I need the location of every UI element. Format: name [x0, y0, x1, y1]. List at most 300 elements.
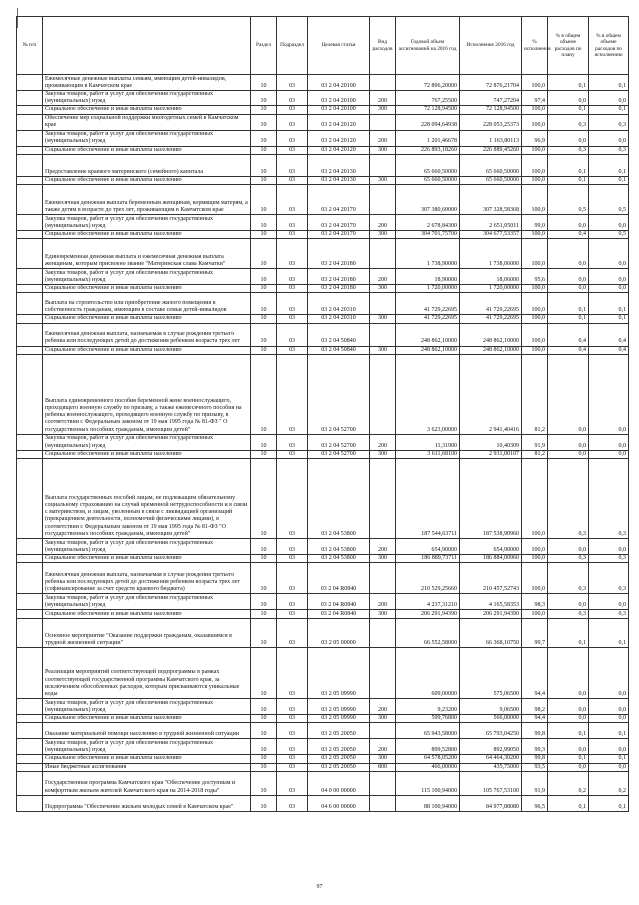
row-csr: 03 2 04 53800 — [308, 555, 370, 563]
col-header-pct: % исполнения — [522, 17, 548, 75]
row-share-fact: 0,3 — [589, 114, 629, 130]
row-vr: 300 — [370, 176, 396, 184]
table-row — [17, 269, 629, 285]
row-num — [17, 699, 43, 715]
row-plan: 3 611,68100 — [396, 450, 460, 458]
row-share-plan: 0,0 — [548, 239, 589, 269]
row-name: Предоставление краевого материнского (семейного) капитала — [43, 154, 251, 176]
col-header-razdel: Раздел — [251, 17, 277, 75]
row-razdel: 10 — [251, 619, 277, 648]
row-num — [17, 619, 43, 648]
row-fact: 747,27204 — [460, 91, 522, 106]
row-podrazdel: 03 — [277, 459, 308, 539]
row-name: Выплата на строительство или приобретение жилого помещения в собственность гражданам, имеющим в составе семьи детей-инвалидов — [43, 293, 251, 315]
row-pct: 100,0 — [522, 75, 548, 91]
row-csr: 03 2 05 00000 — [308, 619, 370, 648]
row-podrazdel: 03 — [277, 293, 308, 315]
row-vr — [370, 323, 396, 346]
row-csr: 03 2 04 R0840 — [308, 563, 370, 594]
row-plan: 206 291,94390 — [396, 610, 460, 619]
row-fact: 72 876,21704 — [460, 75, 522, 91]
row-pct: 100,0 — [522, 185, 548, 215]
row-pct: 100,0 — [522, 563, 548, 594]
table-row — [17, 594, 629, 610]
row-fact: 105 767,53100 — [460, 771, 522, 795]
row-plan: 304 701,75700 — [396, 231, 460, 239]
row-share-plan: 0,1 — [548, 176, 589, 184]
row-plan: 64 578,05200 — [396, 755, 460, 763]
row-podrazdel: 03 — [277, 315, 308, 323]
row-podrazdel: 03 — [277, 185, 308, 215]
row-csr: 03 2 04 52700 — [308, 354, 370, 434]
row-razdel: 10 — [251, 106, 277, 114]
row-vr — [370, 771, 396, 795]
row-plan: 248 862,10000 — [396, 346, 460, 354]
row-vr: 300 — [370, 555, 396, 563]
row-razdel: 10 — [251, 771, 277, 795]
row-name: Социальное обеспечение и иные выплаты населению — [43, 106, 251, 114]
row-vr — [370, 723, 396, 739]
row-share-plan: 0,0 — [548, 354, 589, 434]
row-vr — [370, 239, 396, 269]
row-fact: 72 128,94500 — [460, 106, 522, 114]
budget-execution-table — [16, 16, 629, 812]
row-name: Ежемесячные денежные выплаты семьям, имеющим детей-инвалидов, проживающим в Камчатском крае — [43, 75, 251, 91]
row-share-plan: 0,2 — [548, 771, 589, 795]
row-share-plan: 0,3 — [548, 563, 589, 594]
row-share-plan: 0,3 — [548, 555, 589, 563]
table-row — [17, 106, 629, 114]
row-pct: 100,0 — [522, 146, 548, 154]
row-csr: 03 2 04 20120 — [308, 146, 370, 154]
row-share-plan: 0,4 — [548, 346, 589, 354]
row-share-plan: 0,1 — [548, 75, 589, 91]
table-row — [17, 130, 629, 146]
table-row — [17, 315, 629, 323]
row-num — [17, 459, 43, 539]
row-share-fact: 0,3 — [589, 459, 629, 539]
row-razdel: 10 — [251, 231, 277, 239]
row-fact: 84 977,88080 — [460, 795, 522, 811]
row-razdel: 10 — [251, 185, 277, 215]
row-vr — [370, 648, 396, 699]
row-razdel: 10 — [251, 723, 277, 739]
row-fact: 1 163,80113 — [460, 130, 522, 146]
row-num — [17, 795, 43, 811]
row-share-plan: 0,4 — [548, 323, 589, 346]
row-plan: 1 201,46678 — [396, 130, 460, 146]
col-header-share-plan: % в общем объеме расходов по плану — [548, 17, 589, 75]
row-name: Ежемесячная денежная выплата беременным женщинам, кормящим матерям, а также детям в возрасте до трех лет, проживающим в Камчатском крае — [43, 185, 251, 215]
row-name: Социальное обеспечение и иные выплаты населению — [43, 610, 251, 619]
row-plan: 466,00000 — [396, 763, 460, 771]
row-razdel: 10 — [251, 594, 277, 610]
row-razdel: 10 — [251, 146, 277, 154]
row-fact: 654,90000 — [460, 539, 522, 555]
table-row — [17, 176, 629, 184]
row-share-fact: 0,4 — [589, 323, 629, 346]
table-row — [17, 346, 629, 354]
row-podrazdel: 03 — [277, 154, 308, 176]
row-podrazdel: 03 — [277, 563, 308, 594]
row-razdel: 10 — [251, 114, 277, 130]
row-razdel: 10 — [251, 176, 277, 184]
row-vr: 300 — [370, 315, 396, 323]
row-share-fact: 0,1 — [589, 75, 629, 91]
row-podrazdel: 03 — [277, 594, 308, 610]
row-name: Иные бюджетные ассигнования — [43, 763, 251, 771]
row-razdel: 10 — [251, 285, 277, 293]
row-num — [17, 293, 43, 315]
row-name: Социальное обеспечение и иные выплаты населению — [43, 146, 251, 154]
row-plan: 226 893,18260 — [396, 146, 460, 154]
row-pct: 100,0 — [522, 106, 548, 114]
row-podrazdel: 03 — [277, 323, 308, 346]
row-name: Единовременная денежная выплата и ежемесячная денежная выплата женщинам, которым присвоено звание "Материнская слава Камчатки" — [43, 239, 251, 269]
row-share-fact: 0,0 — [589, 699, 629, 715]
row-pct: 100,0 — [522, 346, 548, 354]
row-podrazdel: 03 — [277, 723, 308, 739]
row-share-plan: 0,0 — [548, 450, 589, 458]
row-share-fact: 0,0 — [589, 450, 629, 458]
row-share-plan: 0,0 — [548, 763, 589, 771]
row-podrazdel: 03 — [277, 106, 308, 114]
row-plan: 899,52800 — [396, 739, 460, 755]
table-header-row — [17, 17, 629, 75]
row-pct: 97,4 — [522, 91, 548, 106]
row-share-plan: 0,1 — [548, 619, 589, 648]
table-row — [17, 723, 629, 739]
row-fact: 304 677,53357 — [460, 231, 522, 239]
row-share-plan: 0,1 — [548, 315, 589, 323]
row-name: Социальное обеспечение и иные выплаты населению — [43, 231, 251, 239]
row-podrazdel: 03 — [277, 239, 308, 269]
row-fact: 206 291,94390 — [460, 610, 522, 619]
row-pct: 100,0 — [522, 176, 548, 184]
row-name: Закупка товаров, работ и услуг для обеспечения государственных (муниципальных) нужд — [43, 699, 251, 715]
row-podrazdel: 03 — [277, 619, 308, 648]
row-share-fact: 0,0 — [589, 539, 629, 555]
row-podrazdel: 03 — [277, 610, 308, 619]
row-vr: 200 — [370, 699, 396, 715]
row-share-fact: 0,3 — [589, 610, 629, 619]
row-pct: 100,0 — [522, 459, 548, 539]
row-name: Социальное обеспечение и иные выплаты населению — [43, 555, 251, 563]
row-share-fact: 0,1 — [589, 293, 629, 315]
row-share-fact: 0,1 — [589, 755, 629, 763]
table-row — [17, 114, 629, 130]
row-razdel: 10 — [251, 154, 277, 176]
row-num — [17, 154, 43, 176]
table-row — [17, 231, 629, 239]
row-num — [17, 739, 43, 755]
row-plan: 654,90000 — [396, 539, 460, 555]
row-share-fact: 0,0 — [589, 648, 629, 699]
row-pct: 98,3 — [522, 594, 548, 610]
row-csr: 03 2 04 20130 — [308, 176, 370, 184]
row-csr: 03 2 04 20180 — [308, 239, 370, 269]
row-name: Закупка товаров, работ и услуг для обеспечения государственных (муниципальных) нужд — [43, 215, 251, 231]
row-share-plan: 0,0 — [548, 130, 589, 146]
row-plan: 41 729,22695 — [396, 315, 460, 323]
row-plan: 307 380,60000 — [396, 185, 460, 215]
row-num — [17, 539, 43, 555]
row-vr — [370, 354, 396, 434]
row-podrazdel: 03 — [277, 176, 308, 184]
row-plan: 11,31900 — [396, 434, 460, 450]
row-csr: 03 2 04 R0840 — [308, 594, 370, 610]
row-num — [17, 114, 43, 130]
row-name: Основное мероприятие "Оказание поддержки гражданам, оказавшимся в трудной жизненной ситуации" — [43, 619, 251, 648]
row-name: Социальное обеспечение и иные выплаты населению — [43, 450, 251, 458]
row-fact: 64 464,30200 — [460, 755, 522, 763]
row-pct: 81,2 — [522, 450, 548, 458]
row-vr: 200 — [370, 91, 396, 106]
row-razdel: 10 — [251, 434, 277, 450]
row-share-fact: 0,0 — [589, 739, 629, 755]
row-pct: 100,0 — [522, 539, 548, 555]
row-plan: 186 889,73711 — [396, 555, 460, 563]
table-row — [17, 154, 629, 176]
row-vr — [370, 75, 396, 91]
row-podrazdel: 03 — [277, 231, 308, 239]
table-row — [17, 795, 629, 811]
row-pct: 100,0 — [522, 154, 548, 176]
row-name: Социальное обеспечение и иные выплаты населению — [43, 715, 251, 723]
row-podrazdel: 03 — [277, 354, 308, 434]
row-share-plan: 0,0 — [548, 739, 589, 755]
row-podrazdel: 03 — [277, 130, 308, 146]
row-fact: 226 889,45260 — [460, 146, 522, 154]
row-pct: 91,9 — [522, 771, 548, 795]
row-fact: 228 053,25373 — [460, 114, 522, 130]
row-vr: 300 — [370, 231, 396, 239]
row-csr: 03 2 04 20170 — [308, 185, 370, 215]
row-num — [17, 315, 43, 323]
row-name: Государственная программа Камчатского края "Обеспечение доступным и комфортным жильем жителей Камчатского края на 2014-2018 годы" — [43, 771, 251, 795]
row-num — [17, 450, 43, 458]
row-podrazdel: 03 — [277, 648, 308, 699]
row-vr: 200 — [370, 594, 396, 610]
row-fact: 41 729,22695 — [460, 293, 522, 315]
table-row — [17, 354, 629, 434]
table-row — [17, 459, 629, 539]
row-vr: 300 — [370, 346, 396, 354]
row-share-fact: 0,0 — [589, 269, 629, 285]
row-csr: 04 0 00 00000 — [308, 771, 370, 795]
row-name: Социальное обеспечение и иные выплаты населению — [43, 285, 251, 293]
row-fact: 2 931,00107 — [460, 450, 522, 458]
row-csr: 03 2 05 20050 — [308, 739, 370, 755]
row-csr: 03 2 05 20050 — [308, 755, 370, 763]
row-fact: 210 457,52743 — [460, 563, 522, 594]
row-pct: 100,0 — [522, 293, 548, 315]
row-podrazdel: 03 — [277, 269, 308, 285]
row-razdel: 10 — [251, 715, 277, 723]
row-share-fact: 0,0 — [589, 215, 629, 231]
row-share-plan: 0,3 — [548, 610, 589, 619]
row-share-fact: 0,0 — [589, 354, 629, 434]
row-plan: 609,00000 — [396, 648, 460, 699]
row-fact: 65 660,50000 — [460, 176, 522, 184]
row-share-fact: 0,4 — [589, 346, 629, 354]
row-share-plan: 0,1 — [548, 106, 589, 114]
row-share-fact: 0,0 — [589, 285, 629, 293]
row-fact: 435,75000 — [460, 763, 522, 771]
page-number: 97 — [316, 884, 323, 890]
row-podrazdel: 03 — [277, 539, 308, 555]
row-fact: 18,06000 — [460, 269, 522, 285]
row-razdel: 10 — [251, 648, 277, 699]
row-pct: 93,5 — [522, 763, 548, 771]
col-header-vr: Вид расходов — [370, 17, 396, 75]
table-body — [17, 75, 629, 812]
row-pct: 99,3 — [522, 739, 548, 755]
row-share-plan: 0,0 — [548, 434, 589, 450]
row-razdel: 10 — [251, 269, 277, 285]
row-podrazdel: 03 — [277, 755, 308, 763]
row-csr: 03 2 04 20170 — [308, 231, 370, 239]
row-plan: 18,90000 — [396, 269, 460, 285]
row-plan: 1 738,90000 — [396, 239, 460, 269]
row-csr: 03 2 04 20100 — [308, 91, 370, 106]
row-name: Закупка товаров, работ и услуг для обеспечения государственных (муниципальных) нужд — [43, 594, 251, 610]
row-razdel: 10 — [251, 699, 277, 715]
row-num — [17, 354, 43, 434]
row-vr: 200 — [370, 434, 396, 450]
row-share-plan: 0,1 — [548, 293, 589, 315]
row-pct: 91,9 — [522, 434, 548, 450]
row-name: Ежемесячная денежная выплата, назначаемая в случае рождения третьего ребенка или последующих детей до достижения ребенком возраста трех лет (софинансирование за счет средств краевого бюджета) — [43, 563, 251, 594]
row-fact: 2 651,05011 — [460, 215, 522, 231]
row-name: Закупка товаров, работ и услуг для обеспечения государственных (муниципальных) нужд — [43, 130, 251, 146]
table-row — [17, 185, 629, 215]
row-num — [17, 763, 43, 771]
row-share-plan: 0,0 — [548, 715, 589, 723]
row-csr: 03 2 04 50840 — [308, 323, 370, 346]
row-fact: 892,99050 — [460, 739, 522, 755]
row-name: Закупка товаров, работ и услуг для обеспечения государственных (муниципальных) нужд — [43, 91, 251, 106]
row-num — [17, 239, 43, 269]
row-num — [17, 323, 43, 346]
row-plan: 248 862,10000 — [396, 323, 460, 346]
row-podrazdel: 03 — [277, 763, 308, 771]
row-podrazdel: 03 — [277, 114, 308, 130]
row-podrazdel: 03 — [277, 215, 308, 231]
row-pct: 100,0 — [522, 610, 548, 619]
row-name: Социальное обеспечение и иные выплаты населению — [43, 346, 251, 354]
row-vr: 300 — [370, 106, 396, 114]
row-csr: 03 2 05 09990 — [308, 699, 370, 715]
table-row — [17, 293, 629, 315]
row-name: Социальное обеспечение и иные выплаты населению — [43, 315, 251, 323]
row-plan: 72 896,20000 — [396, 75, 460, 91]
row-share-fact: 0,0 — [589, 130, 629, 146]
row-share-plan: 0,0 — [548, 269, 589, 285]
row-share-fact: 0,0 — [589, 434, 629, 450]
row-pct: 94,4 — [522, 715, 548, 723]
col-header-fact: Исполнение 2016 год — [460, 17, 522, 75]
row-share-plan: 0,1 — [548, 154, 589, 176]
row-razdel: 10 — [251, 293, 277, 315]
row-vr — [370, 293, 396, 315]
table-row — [17, 563, 629, 594]
row-vr: 300 — [370, 755, 396, 763]
row-vr: 200 — [370, 739, 396, 755]
row-razdel: 10 — [251, 563, 277, 594]
table-row — [17, 755, 629, 763]
row-razdel: 10 — [251, 739, 277, 755]
table-row — [17, 215, 629, 231]
row-pct: 100,0 — [522, 323, 548, 346]
row-share-fact: 0,1 — [589, 154, 629, 176]
row-plan: 72 128,94500 — [396, 106, 460, 114]
row-share-fact: 0,5 — [589, 231, 629, 239]
row-share-fact: 0,0 — [589, 715, 629, 723]
table-row — [17, 619, 629, 648]
row-pct: 94,4 — [522, 648, 548, 699]
row-podrazdel: 03 — [277, 91, 308, 106]
row-plan: 9,23200 — [396, 699, 460, 715]
row-share-plan: 0,1 — [548, 795, 589, 811]
table-row — [17, 739, 629, 755]
table-row — [17, 146, 629, 154]
row-fact: 2 941,40416 — [460, 354, 522, 434]
row-razdel: 10 — [251, 459, 277, 539]
row-csr: 03 2 04 52700 — [308, 450, 370, 458]
row-num — [17, 346, 43, 354]
row-fact: 10,40309 — [460, 434, 522, 450]
row-pct: 99,8 — [522, 723, 548, 739]
row-razdel: 10 — [251, 795, 277, 811]
row-podrazdel: 03 — [277, 699, 308, 715]
row-pct: 99,0 — [522, 215, 548, 231]
row-razdel: 10 — [251, 610, 277, 619]
row-fact: 248 862,10000 — [460, 323, 522, 346]
row-plan: 65 660,50000 — [396, 154, 460, 176]
row-csr: 03 2 05 09990 — [308, 648, 370, 699]
row-vr: 200 — [370, 215, 396, 231]
row-plan: 41 729,22695 — [396, 293, 460, 315]
table-row — [17, 323, 629, 346]
row-plan: 210 529,25660 — [396, 563, 460, 594]
row-csr: 03 2 04 20120 — [308, 130, 370, 146]
row-share-plan: 0,1 — [548, 755, 589, 763]
row-podrazdel: 03 — [277, 346, 308, 354]
row-vr — [370, 114, 396, 130]
row-num — [17, 176, 43, 184]
row-razdel: 10 — [251, 323, 277, 346]
table-row — [17, 648, 629, 699]
row-share-fact: 0,1 — [589, 106, 629, 114]
row-csr: 03 2 04 20100 — [308, 106, 370, 114]
row-name: Закупка товаров, работ и услуг для обеспечения государственных (муниципальных) нужд — [43, 739, 251, 755]
row-share-fact: 0,0 — [589, 594, 629, 610]
row-razdel: 10 — [251, 75, 277, 91]
row-vr: 300 — [370, 450, 396, 458]
row-num — [17, 185, 43, 215]
row-fact: 4 165,58353 — [460, 594, 522, 610]
row-share-fact: 0,1 — [589, 619, 629, 648]
row-csr: 03 2 04 20180 — [308, 269, 370, 285]
row-plan: 3 623,00000 — [396, 354, 460, 434]
table-row — [17, 239, 629, 269]
row-razdel: 10 — [251, 130, 277, 146]
row-share-fact: 0,0 — [589, 91, 629, 106]
table-row — [17, 285, 629, 293]
row-razdel: 10 — [251, 539, 277, 555]
row-plan: 767,25500 — [396, 91, 460, 106]
